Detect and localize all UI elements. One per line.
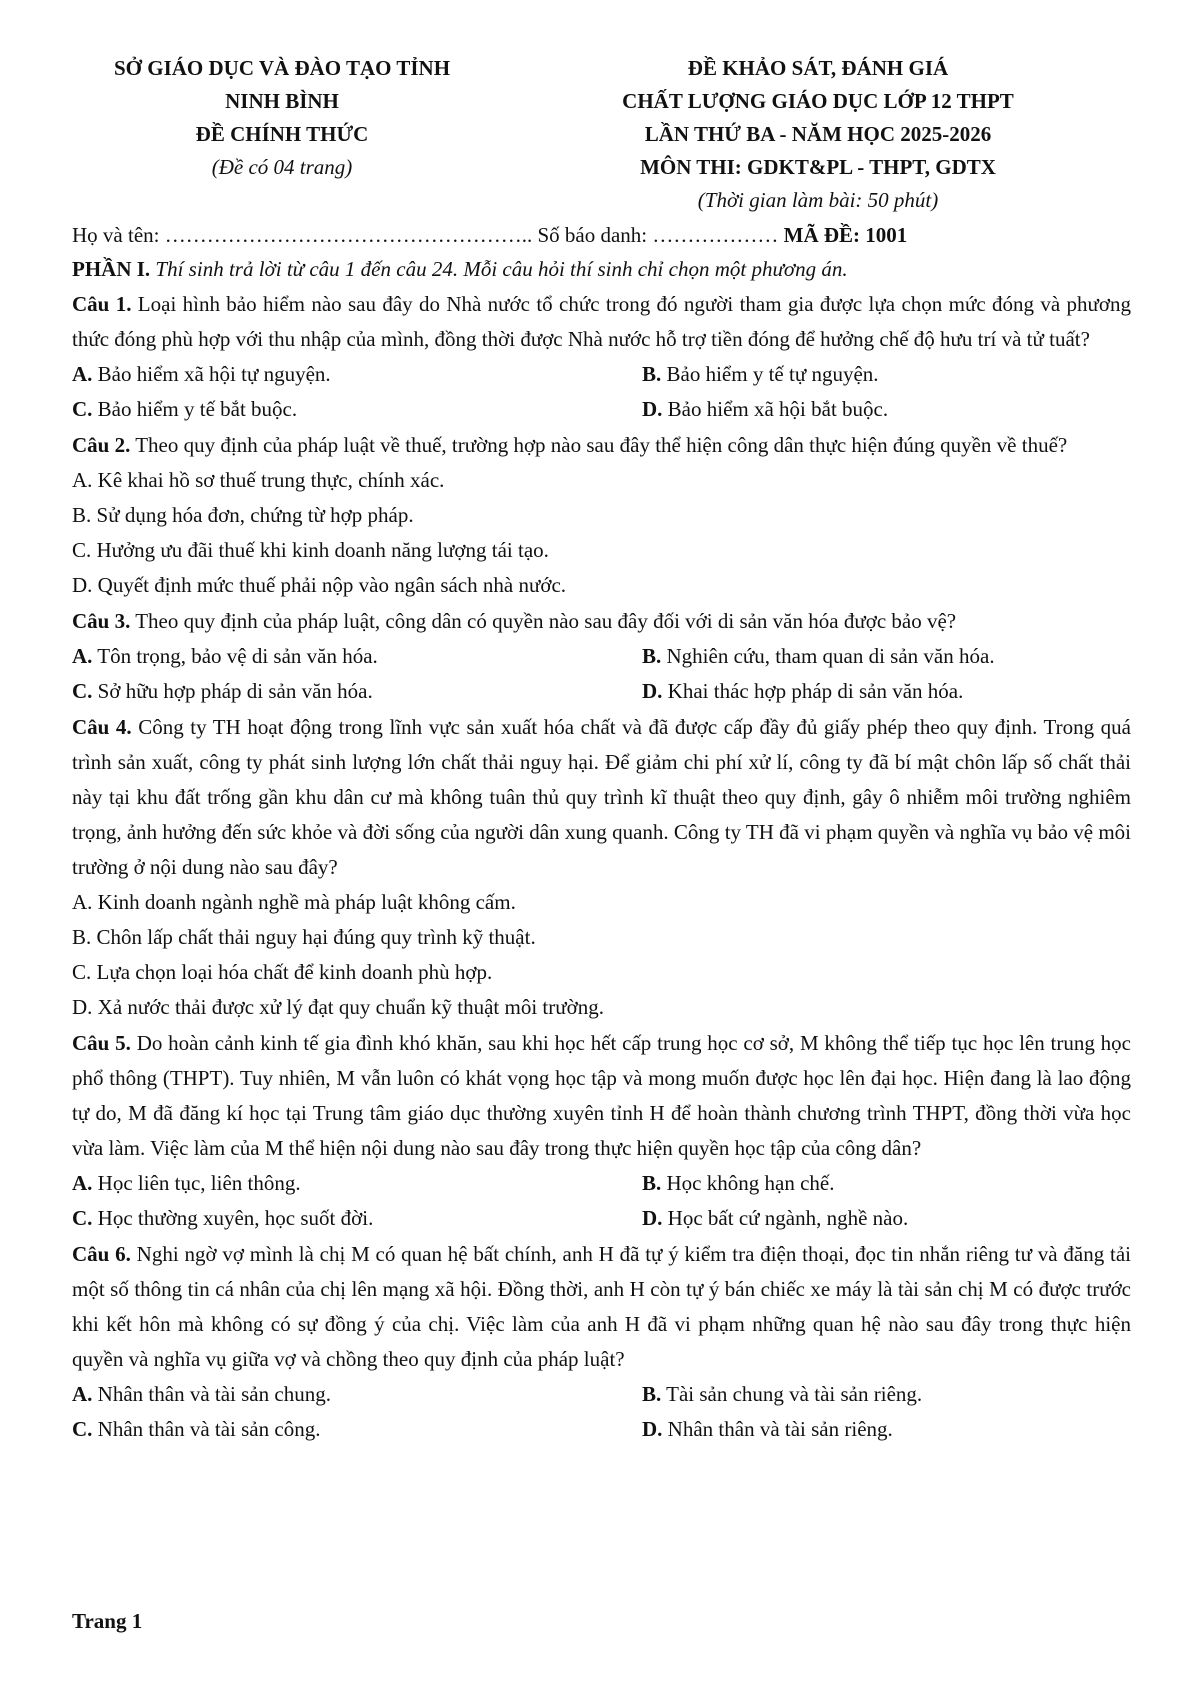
option-text: Học liên tục, liên thông. <box>92 1171 301 1195</box>
option-text: Xả nước thải được xử lý đạt quy chuẩn kỹ thuật môi trường. <box>92 995 604 1019</box>
option-c[interactable] <box>72 955 1131 990</box>
option-b[interactable] <box>642 1377 1131 1412</box>
official-label: ĐỀ CHÍNH THỨC <box>195 122 369 146</box>
question-number: Câu 3. <box>72 609 131 633</box>
option-c[interactable] <box>72 533 1131 568</box>
part-label: PHẦN I. <box>72 257 151 281</box>
question-text: Theo quy định của pháp luật, công dân có quyền nào sau đây đối với di sản văn hóa được bảo vệ? <box>130 609 957 633</box>
option-text: Kê khai hồ sơ thuế trung thực, chính xác. <box>92 468 445 492</box>
option-text: Tài sản chung và tài sản riêng. <box>661 1382 923 1406</box>
option-d[interactable] <box>72 568 1131 603</box>
option-letter: A. <box>72 362 93 386</box>
exam-subject: MÔN THI: GDKT&PL - THPT, GDTX <box>640 155 996 179</box>
candidate-line <box>72 219 1131 251</box>
option-letter: B. <box>642 1382 662 1406</box>
option-d[interactable] <box>72 990 1131 1025</box>
option-text: Bảo hiểm y tế bắt buộc. <box>92 397 298 421</box>
option-text: Tôn trọng, bảo vệ di sản văn hóa. <box>92 644 378 668</box>
option-letter: C. <box>72 1206 93 1230</box>
options-q6 <box>72 1377 1131 1447</box>
part-instruction <box>72 253 1131 286</box>
option-a[interactable] <box>72 1377 642 1412</box>
option-letter: C. <box>72 679 93 703</box>
question-3 <box>72 604 1131 639</box>
question-number: Câu 5. <box>72 1031 131 1055</box>
option-b[interactable] <box>72 498 1131 533</box>
question-1 <box>72 287 1131 357</box>
option-text: Bảo hiểm y tế tự nguyện. <box>661 362 879 386</box>
question-5 <box>72 1026 1131 1166</box>
question-text: Nghi ngờ vợ mình là chị M có quan hệ bất chính, anh H đã tự ý kiểm tra điện thoại, đọc tin nhắn riêng tư và đăng tải một số thông tin cá nhân của chị lên mạng xã hội. Đồng thời, anh H còn tự ý bán chiếc xe máy là tài sản chị M có được trước khi kết hôn mà không có sự đồng ý của chị. Việc làm của anh H đã vi phạm những quan hệ nào sau đây trong thực hiện quyền và nghĩa vụ giữa vợ và chồng theo quy định của pháp luật? <box>72 1242 1131 1371</box>
question-number: Câu 1. <box>72 292 132 316</box>
exam-header <box>72 52 1131 217</box>
option-text: Khai thác hợp pháp di sản văn hóa. <box>662 679 964 703</box>
option-text: Nhân thân và tài sản chung. <box>92 1382 331 1406</box>
option-letter: B. <box>72 503 92 527</box>
option-b[interactable] <box>642 639 1131 674</box>
province-name: NINH BÌNH <box>225 89 339 113</box>
option-letter: A. <box>72 644 93 668</box>
page-count: (Đề có 04 trang) <box>211 155 353 179</box>
option-text: Bảo hiểm xã hội tự nguyện. <box>92 362 331 386</box>
option-letter: B. <box>642 362 662 386</box>
option-b[interactable] <box>72 920 1131 955</box>
option-d[interactable] <box>642 1412 1131 1447</box>
option-letter: A. <box>72 890 93 914</box>
option-letter: C. <box>72 1417 93 1441</box>
option-text: Nhân thân và tài sản riêng. <box>662 1417 893 1441</box>
question-4 <box>72 710 1131 885</box>
option-letter: D. <box>642 397 663 421</box>
question-number: Câu 2. <box>72 433 131 457</box>
option-text: Bảo hiểm xã hội bắt buộc. <box>662 397 889 421</box>
options-q1 <box>72 357 1131 427</box>
option-letter: D. <box>642 679 663 703</box>
page-number: Trang 1 <box>72 1609 143 1633</box>
option-a[interactable] <box>72 1166 642 1201</box>
option-text: Lựa chọn loại hóa chất để kinh doanh phù hợp. <box>91 960 493 984</box>
option-b[interactable] <box>642 357 1131 392</box>
question-6 <box>72 1237 1131 1377</box>
option-text: Nghiên cứu, tham quan di sản văn hóa. <box>661 644 995 668</box>
option-a[interactable] <box>72 463 1131 498</box>
option-c[interactable] <box>72 1201 642 1236</box>
options-q3 <box>72 639 1131 709</box>
question-text: Công ty TH hoạt động trong lĩnh vực sản xuất hóa chất và đã được cấp đầy đủ giấy phép theo quy định. Trong quá trình sản xuất, công ty phát sinh lượng lớn chất thải nguy hại. Để giảm chi phí xử lí, công ty đã bí mật chôn lấp số chất thải này tại khu đất trống gần khu dân cư mà không tuân thủ quy trình kĩ thuật theo quy định, gây ô nhiễm môi trường nghiêm trọng, ảnh hưởng đến sức khỏe và đời sống của người dân xung quanh. Công ty TH đã vi phạm quyền và nghĩa vụ bảo vệ môi trường ở nội dung nào sau đây? <box>72 715 1131 879</box>
option-letter: A. <box>72 468 93 492</box>
option-letter: D. <box>642 1417 663 1441</box>
exam-title: ĐỀ KHẢO SÁT, ĐÁNH GIÁ <box>687 56 949 80</box>
department-name: SỞ GIÁO DỤC VÀ ĐÀO TẠO TỈNH <box>113 56 451 80</box>
question-text: Loại hình bảo hiểm nào sau đây do Nhà nước tổ chức trong đó người tham gia được lựa chọn mức đóng và phương thức đóng phù hợp với thu nhập của mình, đồng thời được Nhà nước hỗ trợ tiền đóng để hưởng chế độ hưu trí và tử tuất? <box>72 292 1131 351</box>
exam-subtitle: CHẤT LƯỢNG GIÁO DỤC LỚP 12 THPT <box>622 89 1014 113</box>
option-text: Kinh doanh ngành nghề mà pháp luật không cấm. <box>92 890 516 914</box>
option-b[interactable] <box>642 1166 1131 1201</box>
option-text: Chôn lấp chất thải nguy hại đúng quy trình kỹ thuật. <box>91 925 536 949</box>
header-left <box>72 52 492 217</box>
option-letter: D. <box>642 1206 663 1230</box>
option-letter: C. <box>72 960 92 984</box>
exam-round: LẦN THỨ BA - NĂM HỌC 2025-2026 <box>644 122 992 146</box>
option-text: Hưởng ưu đãi thuế khi kinh doanh năng lượng tái tạo. <box>91 538 549 562</box>
option-a[interactable] <box>72 885 1131 920</box>
option-d[interactable] <box>642 392 1131 427</box>
option-text: Học bất cứ ngành, nghề nào. <box>662 1206 909 1230</box>
option-letter: B. <box>72 925 92 949</box>
option-letter: B. <box>642 644 662 668</box>
header-right <box>583 52 1053 217</box>
option-text: Nhân thân và tài sản công. <box>92 1417 321 1441</box>
option-c[interactable] <box>72 392 642 427</box>
option-a[interactable] <box>72 639 642 674</box>
exam-code: MÃ ĐỀ: 1001 <box>783 223 908 247</box>
option-letter: D. <box>72 573 93 597</box>
option-a[interactable] <box>72 357 642 392</box>
option-text: Sở hữu hợp pháp di sản văn hóa. <box>92 679 373 703</box>
question-number: Câu 4. <box>72 715 132 739</box>
option-text: Học không hạn chế. <box>661 1171 835 1195</box>
exam-duration: (Thời gian làm bài: 50 phút) <box>697 188 939 212</box>
question-text: Theo quy định của pháp luật về thuế, trường hợp nào sau đây thể hiện công dân thực hiện đúng quyền về thuế? <box>130 433 1068 457</box>
option-c[interactable] <box>72 674 642 709</box>
option-letter: B. <box>642 1171 662 1195</box>
option-text: Quyết định mức thuế phải nộp vào ngân sách nhà nước. <box>92 573 567 597</box>
option-letter: C. <box>72 397 93 421</box>
part-text: Thí sinh trả lời từ câu 1 đến câu 24. Mỗi câu hỏi thí sinh chỉ chọn một phương án. <box>150 257 848 281</box>
option-c[interactable] <box>72 1412 642 1447</box>
option-letter: A. <box>72 1382 93 1406</box>
option-text: Sử dụng hóa đơn, chứng từ hợp pháp. <box>91 503 414 527</box>
option-letter: C. <box>72 538 92 562</box>
option-letter: A. <box>72 1171 93 1195</box>
question-text: Do hoàn cảnh kinh tế gia đình khó khăn, sau khi học hết cấp trung học cơ sở, M không thể tiếp tục học lên trung học phổ thông (THPT). Tuy nhiên, M vẫn luôn có khát vọng học tập và mong muốn được học lên đại học. Hiện đang là lao động tự do, M đã đăng kí học tại Trung tâm giáo dục thường xuyên tỉnh H để hoàn thành chương trình THPT, đồng thời vừa học vừa làm. Việc làm của M thể hiện nội dung nào sau đây trong thực hiện quyền học tập của công dân? <box>72 1031 1131 1160</box>
option-d[interactable] <box>642 674 1131 709</box>
option-d[interactable] <box>642 1201 1131 1236</box>
question-2 <box>72 428 1131 463</box>
option-text: Học thường xuyên, học suốt đời. <box>92 1206 374 1230</box>
candidate-fields: Họ và tên: …………………………………………….. Số báo danh: ……………… <box>72 223 784 247</box>
option-letter: D. <box>72 995 93 1019</box>
question-number: Câu 6. <box>72 1242 131 1266</box>
options-q5 <box>72 1166 1131 1236</box>
